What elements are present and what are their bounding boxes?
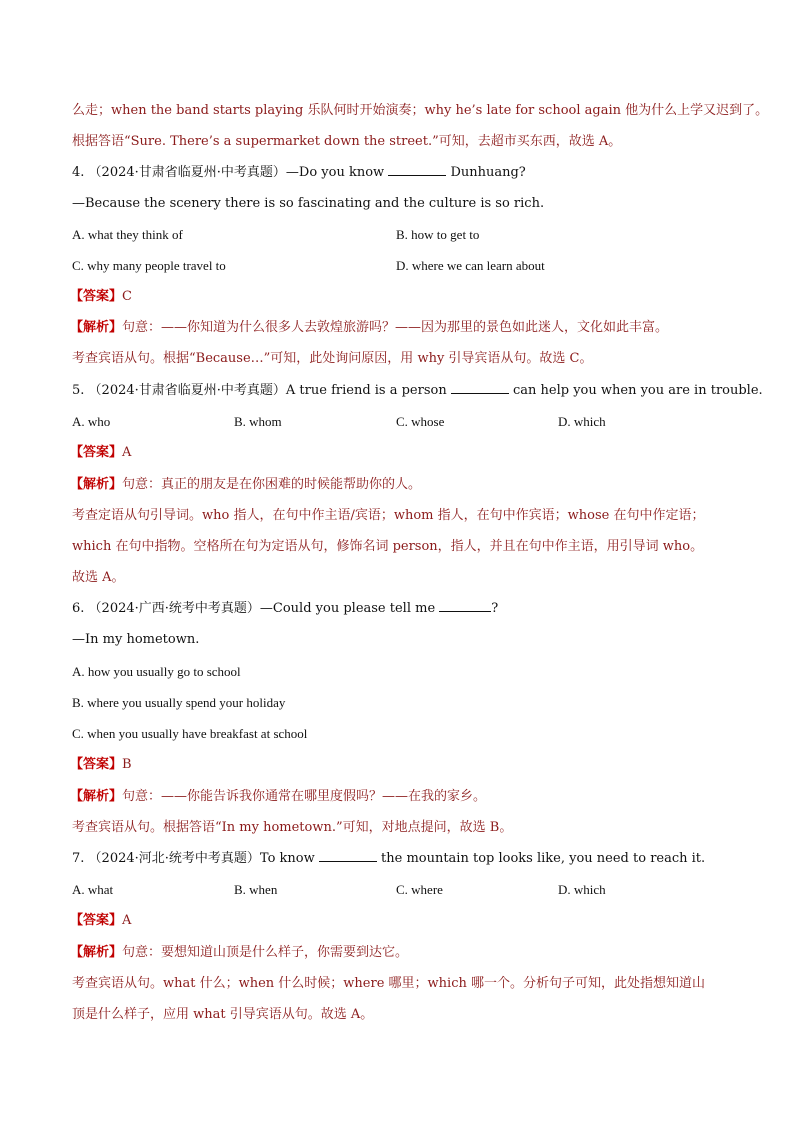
question-4-reply: —Because the scenery there is so fascinating and the culture is so rich. [72,196,545,211]
question-number: 5. [72,383,85,398]
answer-value: A [122,913,132,928]
question-source: （2024·甘肃省临夏州·中考真题） [88,165,286,180]
question-number: 6. [72,601,85,616]
question-5-analysis-3: which 在句中指物。空格所在句为定语从句，修饰名词 person，指人，并且在句中作主语，用引导词 who。 [72,539,704,554]
analysis-text: 句意：要想知道山顶是什么样子，你需要到达它。 [122,945,409,960]
answer-blank [319,850,377,862]
analysis-text: 句意：真正的朋友是在你困难的时候能帮助你的人。 [122,477,422,492]
option-b: B. whom [234,414,282,429]
question-4-analysis-2: 考查宾语从句。根据“Because…”可知，此处询问原因，用 why 引导宾语从句。故选 C。 [72,351,593,366]
analysis-label: 【解析】 [70,789,123,804]
question-stem-before: A true friend is a person [285,383,447,398]
question-6-stem [72,600,498,618]
answer-label: 【答案】 [70,445,123,460]
option-d: D. where we can learn about [396,258,545,273]
option-a: A. what [72,882,114,897]
question-stem-before: —Could you please tell me [259,601,436,616]
answer-value: C [122,289,132,304]
option-c: C. whose [396,414,445,429]
question-5-analysis-1 [70,476,421,494]
analysis-label: 【解析】 [70,477,123,492]
question-4-stem [72,164,526,182]
question-6-reply: —In my hometown. [72,632,200,647]
carry-over-line-2: 根据答语“Sure. There’s a supermarket down the street.”可知，去超市买东西，故选 A。 [72,134,622,149]
question-4-analysis-1 [70,319,668,337]
answer-blank [388,164,446,176]
answer-label: 【答案】 [70,289,123,304]
question-source: （2024·河北·统考中考真题） [88,851,260,866]
answer-blank [451,382,509,394]
question-5-stem [72,382,763,400]
question-stem-after: ? [491,601,499,616]
option-a: A. who [72,414,111,429]
question-source: （2024·甘肃省临夏州·中考真题） [88,383,286,398]
question-7-answer [70,912,131,930]
question-source: （2024·广西·统考中考真题） [88,601,260,616]
analysis-text: 句意：——你能告诉我你通常在哪里度假吗？——在我的家乡。 [122,789,487,804]
question-6-answer [70,756,132,774]
answer-label: 【答案】 [70,757,123,772]
question-4-answer [70,288,132,306]
analysis-label: 【解析】 [70,320,123,335]
option-b: B. when [234,882,278,897]
question-6-analysis-2: 考查宾语从句。根据答语“In my hometown.”可知，对地点提问，故选 B。 [72,820,513,835]
question-5-analysis-2: 考查定语从句引导词。who 指人，在句中作主语/宾语；whom 指人，在句中作宾语；whose 在句中作定语； [72,508,705,523]
analysis-text: 句意：——你知道为什么很多人去敦煌旅游吗？——因为那里的景色如此迷人，文化如此丰富。 [122,320,669,335]
question-stem-after: Dunhuang? [450,165,526,180]
question-7-analysis-3: 顶是什么样子，应用 what 引导宾语从句。故选 A。 [72,1007,374,1022]
answer-value: B [122,757,132,772]
option-c: C. where [396,882,443,897]
option-c: C. when you usually have breakfast at school [72,726,308,741]
answer-value: A [122,445,132,460]
option-a: A. how you usually go to school [72,664,241,679]
carry-over-line-1: 么走；when the band starts playing 乐队何时开始演奏；why he’s late for school again 他为什么上学又迟到了。 [72,103,769,118]
option-d: D. which [558,882,606,897]
question-7-analysis-2: 考查宾语从句。what 什么；when 什么时候；where 哪里；which 哪一个。分析句子可知，此处指想知道山 [72,976,705,991]
question-6-analysis-1 [70,788,486,806]
question-5-answer [70,444,131,462]
option-b: B. where you usually spend your holiday [72,695,286,710]
question-stem-after: the mountain top looks like, you need to reach it. [381,851,706,866]
answer-blank [439,600,491,612]
question-7-analysis-1 [70,944,408,962]
question-stem-after: can help you when you are in trouble. [513,383,763,398]
option-a: A. what they think of [72,227,183,242]
question-stem-before: —Do you know [285,165,385,180]
question-7-stem [72,850,705,868]
analysis-label: 【解析】 [70,945,123,960]
option-b: B. how to get to [396,227,480,242]
question-stem-before: To know [259,851,315,866]
question-5-analysis-4: 故选 A。 [72,570,125,585]
question-number: 4. [72,165,85,180]
option-c: C. why many people travel to [72,258,226,273]
answer-label: 【答案】 [70,913,123,928]
question-number: 7. [72,851,85,866]
option-d: D. which [558,414,606,429]
